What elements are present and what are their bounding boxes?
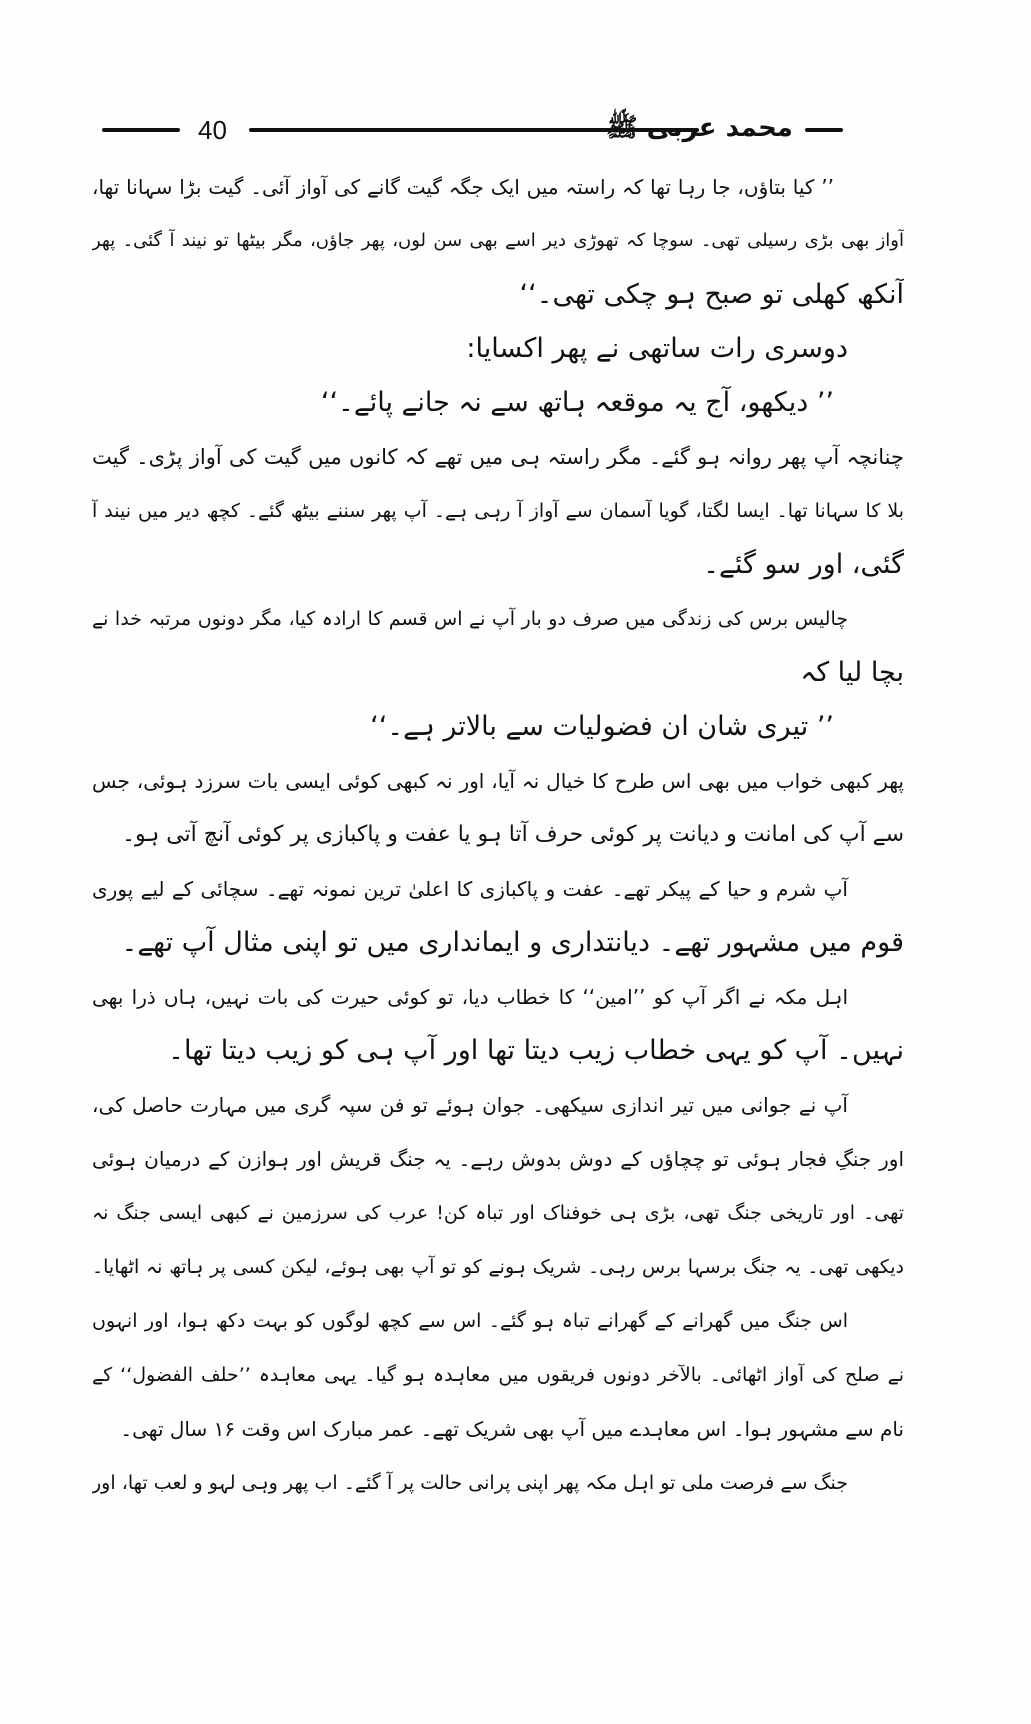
text-line: بلا کا سہانا تھا۔ ایسا لگتا، گویا آسمان سے آواز آ رہی ہے۔ آپ پھر سننے بیٹھ گئے۔ کچھ دیر میں نیند آ <box>92 500 904 522</box>
text-line: چنانچہ آپ پھر روانہ ہو گئے۔ مگر راستہ ہی میں تھے کہ کانوں میں گیت کی آواز پڑی۔ گیت <box>92 445 904 469</box>
text-line: چالیس برس کی زندگی میں صرف دو بار آپ نے اس قسم کا ارادہ کیا، مگر دونوں مرتبہ خدا نے <box>92 608 848 630</box>
text-line: اور جنگِ فجار ہوئی تو چچاؤں کے دوش بدوش رہے۔ یہ جنگ قریش اور ہوازن کے درمیان ہوئی <box>92 1147 904 1171</box>
text-line: آنکھ کھلی تو صبح ہو چکی تھی۔‘‘ <box>519 279 904 310</box>
text-line: اس جنگ میں گھرانے کے گھرانے تباہ ہو گئے۔ اس سے کچھ لوگوں کو بہت دکھ ہوا، اور انہوں <box>92 1310 848 1332</box>
text-line: ’’ دیکھو، آج یہ موقعہ ہاتھ سے نہ جانے پائے۔‘‘ <box>320 387 834 418</box>
text-line: اہل مکہ نے اگر آپ کو ’’امین‘‘ کا خطاب دیا، تو کوئی حیرت کی بات نہیں، ہاں ذرا بھی <box>92 985 848 1009</box>
page-header <box>102 112 902 148</box>
text-line: آپ شرم و حیا کے پیکر تھے۔ عفت و پاکبازی کا اعلیٰ ترین نمونہ تھے۔ سچائی کے لیے پوری <box>92 877 848 901</box>
book-title: محمد عربی ﷺ <box>606 113 793 143</box>
text-line: بچا لیا کہ <box>800 657 904 688</box>
text-line: دوسری رات ساتھی نے پھر اکسایا: <box>466 333 848 364</box>
header-rule-right <box>805 128 843 132</box>
text-line: ’’ کیا بتاؤں، جا رہا تھا کہ راستہ میں ایک جگہ گیت گانے کی آواز آئی۔ گیت بڑا سہانا تھا، <box>92 175 834 199</box>
text-line: پھر کبھی خواب میں بھی اس طرح کا خیال نہ آیا، اور نہ کبھی کوئی ایسی بات سرزد ہوئی، جس <box>92 769 904 793</box>
text-line: نہیں۔ آپ کو یہی خطاب زیب دیتا تھا اور آپ ہی کو زیب دیتا تھا۔ <box>168 1035 904 1066</box>
text-line: تھی۔ اور تاریخی جنگ تھی، بڑی ہی خوفناک اور تباہ کن! عرب کی سرزمین نے کبھی ایسی جنگ نہ <box>92 1202 904 1224</box>
text-line: جنگ سے فرصت ملی تو اہل مکہ پھر اپنی پرانی حالت پر آ گئے۔ اب پھر وہی لہو و لعب تھا، اور <box>92 1472 848 1494</box>
page-number: 40 <box>198 115 227 145</box>
text-line: نام سے مشہور ہوا۔ اس معاہدے میں آپ بھی شریک تھے۔ عمر مبارک اس وقت ۱۶ سال تھی۔ <box>120 1417 904 1441</box>
text-line: دیکھی تھی۔ یہ جنگ برسہا برس رہی۔ شریک ہونے کو تو آپ بھی ہوئے، لیکن کسی پر ہاتھ نہ اٹھایا۔ <box>92 1256 904 1278</box>
text-line: قوم میں مشہور تھے۔ دیانتداری و ایمانداری میں تو اپنی مثال آپ تھے۔ <box>121 927 904 958</box>
text-line: آپ نے جوانی میں تیر اندازی سیکھی۔ جوان ہوئے تو فن سپہ گری میں مہارت حاصل کی، <box>92 1093 848 1117</box>
text-line: آواز بھی بڑی رسیلی تھی۔ سوچا کہ تھوڑی دیر اسے بھی سن لوں، پھر جاؤں، مگر بیٹھا تو نیند آ گئی۔ پھر <box>92 230 904 251</box>
text-line: نے صلح کی آواز اٹھائی۔ بالآخر دونوں فریقوں میں معاہدہ ہو گیا۔ یہی معاہدہ ’’حلف الفضول‘‘ کے <box>92 1364 904 1386</box>
header-rule-left <box>102 128 180 132</box>
text-line: گئی، اور سو گئے۔ <box>703 549 904 580</box>
body-text <box>92 160 904 1510</box>
text-line: ’’ تیری شان ان فضولیات سے بالاتر ہے۔‘‘ <box>370 711 834 742</box>
text-line: سے آپ کی امانت و دیانت پر کوئی حرف آتا ہو یا عفت و پاکبازی پر کوئی آنچ آتی ہو۔ <box>122 822 904 847</box>
